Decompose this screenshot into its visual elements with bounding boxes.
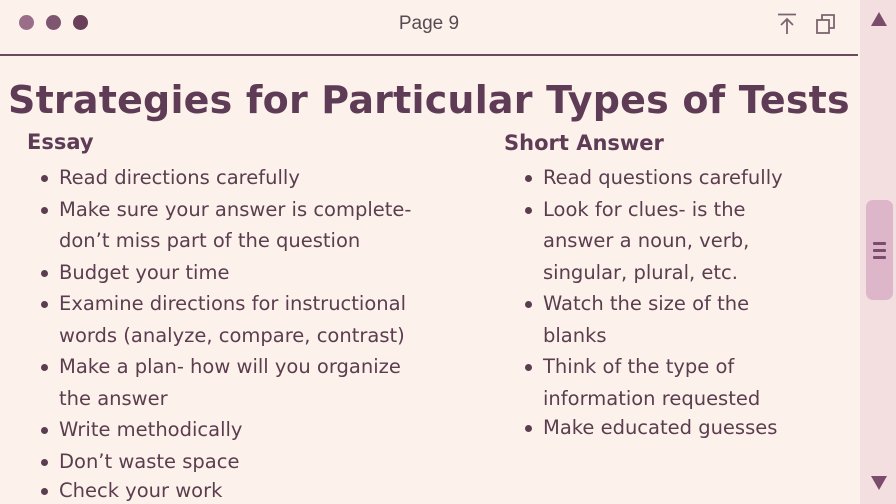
grip-line-icon <box>873 256 886 259</box>
share-upload-icon[interactable] <box>775 12 799 36</box>
list-item: Write methodically <box>27 414 411 446</box>
essay-heading: Essay <box>27 130 94 154</box>
list-item: Don’t waste space <box>27 446 411 478</box>
list-item-continuation: the answer <box>59 386 168 410</box>
list-item: Make sure your answer is complete- <box>27 194 411 226</box>
list-item: Make educated guesses <box>511 412 783 444</box>
grip-line-icon <box>873 242 886 245</box>
list-item: Budget your time <box>27 257 411 289</box>
list-item: Watch the size of the <box>511 288 783 320</box>
list-item-continuation: singular, plural, etc. <box>543 260 738 284</box>
list-item-continuation: answer a noun, verb, <box>543 229 750 252</box>
scroll-down-arrow-icon[interactable] <box>871 476 887 490</box>
list-item-continuation: words (analyze, compare, contrast) <box>59 323 405 347</box>
list-item-continuation: information requested <box>543 386 761 410</box>
list-item-continuation: don’t miss part of the question <box>59 229 361 252</box>
list-item-continuation: blanks <box>543 323 607 347</box>
essay-list <box>27 162 411 504</box>
scrollbar-thumb[interactable] <box>866 200 893 300</box>
page-indicator: Page 9 <box>398 13 460 34</box>
short-answer-list <box>511 162 783 444</box>
scroll-up-arrow-icon[interactable] <box>871 12 887 26</box>
list-item: Think of the type of <box>511 351 783 383</box>
list-item: Read directions carefully <box>27 162 411 194</box>
slide-title: Strategies for Particular Types of Tests <box>8 78 850 122</box>
list-item: Look for clues- is the <box>511 194 783 226</box>
list-item: Make a plan- how will you organize <box>27 351 411 383</box>
list-item: Examine directions for instructional <box>27 288 411 320</box>
short-answer-heading: Short Answer <box>504 131 664 155</box>
list-item: Read questions carefully <box>511 162 783 194</box>
vertical-scrollbar[interactable] <box>860 0 896 504</box>
grip-line-icon <box>873 249 886 252</box>
copy-icon[interactable] <box>814 12 838 36</box>
list-item: Check your work <box>27 475 411 504</box>
top-toolbar <box>0 0 858 56</box>
